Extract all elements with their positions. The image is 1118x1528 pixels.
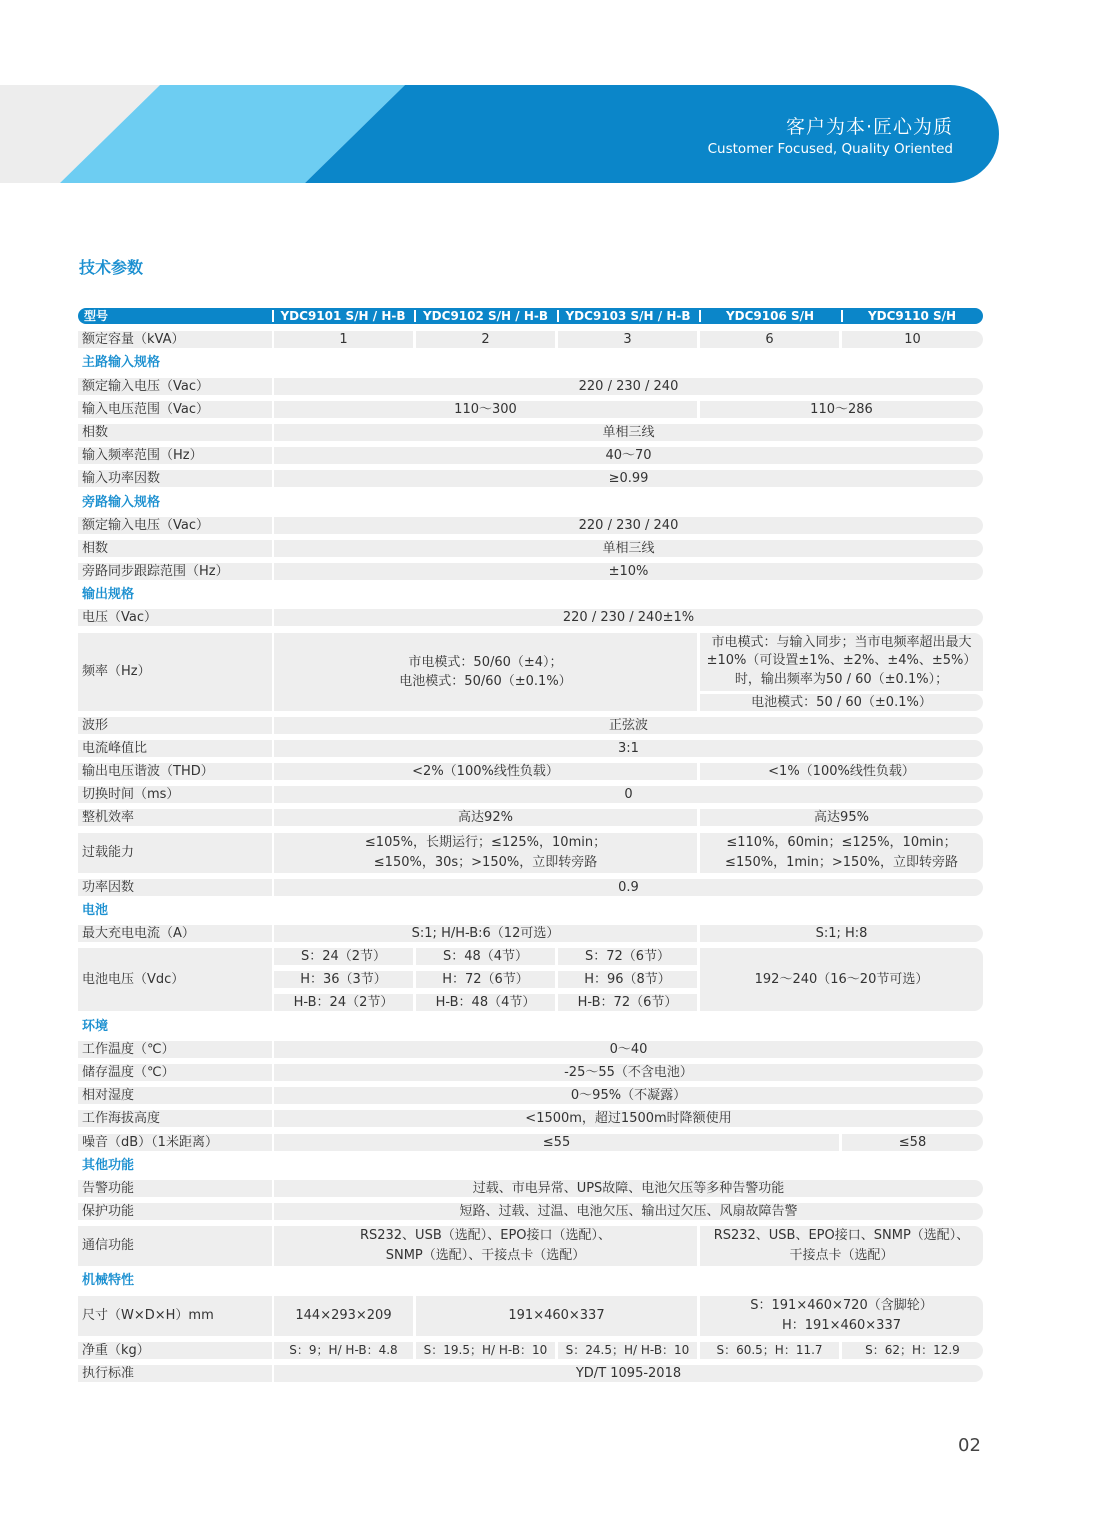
- cell-value-multiline: [700, 1296, 983, 1336]
- section-row: [78, 1270, 983, 1293]
- cell-value: -25～55（不含电池）: [274, 1064, 983, 1081]
- table-row: [78, 1062, 983, 1085]
- cell-value-multiline: [274, 833, 697, 873]
- cell-value: 高达95%: [700, 809, 983, 826]
- cell-line: ≤150%，30s；>150%，立即转旁路: [373, 854, 598, 870]
- cell-value: 110～300: [274, 401, 697, 418]
- cell-value: 短路、过载、过温、电池欠压、输出过欠压、风扇故障告警: [274, 1203, 983, 1220]
- cell-line: SNMP（选配）、干接点卡（选配）: [385, 1248, 586, 1264]
- cell-value-multiline: [700, 1226, 983, 1266]
- cell-value: 高达92%: [274, 809, 697, 826]
- cell-value: 0: [274, 786, 983, 803]
- cell-value: S:1; H/H-B:6（12可选）: [274, 925, 697, 942]
- cell-value: 191×460×337: [416, 1296, 697, 1336]
- cell-value: YD/T 1095-2018: [274, 1365, 983, 1382]
- cell-value: S:1; H:8: [700, 925, 983, 942]
- cell-line: 市电模式：50/60（±4）；: [408, 654, 563, 670]
- section-heading: 输出规格: [82, 587, 135, 603]
- row-label: 尺寸（W×D×H）mm: [78, 1296, 272, 1336]
- row-label: 最大充电电流（A）: [78, 925, 272, 942]
- cell-line: ≤105%，长期运行；≤125%，10min；: [364, 834, 607, 850]
- row-label: 工作海拔高度: [78, 1110, 272, 1127]
- row-label: 净重（kg）: [78, 1342, 272, 1359]
- table-row: [78, 1108, 983, 1131]
- row-label: 额定输入电压（Vac）: [78, 517, 272, 534]
- cell-line: 电池模式：50/60（±0.1%）: [399, 673, 572, 689]
- table-row: [78, 1178, 983, 1201]
- row-label: 波形: [78, 717, 272, 734]
- cell-value-multiline: [274, 633, 697, 711]
- cell-value: S：24.5；H/ H-B：10: [558, 1342, 697, 1359]
- cell-value: H-B：72（6节）: [558, 994, 697, 1011]
- row-label: 工作温度（℃）: [78, 1041, 272, 1058]
- cell-value: H：96（8节）: [558, 971, 697, 988]
- cell-value-multiline: [700, 633, 983, 691]
- table-row: [78, 561, 983, 584]
- section-row: [78, 492, 983, 515]
- row-label: 执行标准: [78, 1365, 272, 1382]
- row-label: 额定输入电压（Vac）: [78, 378, 272, 395]
- table-row: [78, 607, 983, 630]
- table-row: [78, 1340, 983, 1363]
- cell-value: 110～286: [700, 401, 983, 418]
- cell-value: 192～240（16～20节可选）: [700, 948, 983, 1011]
- cell-value: 2: [416, 331, 555, 348]
- section-row: [78, 352, 983, 375]
- cell-value: 220 / 230 / 240: [274, 378, 983, 395]
- section-heading: 旁路输入规格: [82, 494, 161, 510]
- section-row: [78, 1016, 983, 1039]
- section-heading: 环境: [82, 1018, 109, 1034]
- row-label: 整机效率: [78, 809, 272, 826]
- cell-value: S：24（2节）: [274, 948, 413, 965]
- row-label: 过载能力: [78, 833, 272, 873]
- table-row: [78, 422, 983, 445]
- cell-value: 3:1: [274, 740, 983, 757]
- row-label: 电流峰值比: [78, 740, 272, 757]
- header-model-3: YDC9103 S/H / H-B: [565, 309, 691, 323]
- table-row: [78, 399, 983, 422]
- cell-value-multiline: [274, 1226, 697, 1266]
- section-title: 技术参数: [79, 258, 144, 277]
- cell-value: 0～95%（不凝露）: [274, 1087, 983, 1104]
- cell-value: S：62；H：12.9: [842, 1342, 983, 1359]
- table-header-row: [78, 306, 983, 329]
- row-label: 切换时间（ms）: [78, 786, 272, 803]
- header-model-label: 型号: [83, 309, 108, 323]
- cell-value: 0.9: [274, 879, 983, 896]
- section-heading: 主路输入规格: [82, 355, 161, 371]
- table-row: [78, 784, 983, 807]
- cell-value: ≤58: [842, 1134, 983, 1151]
- table-row: [78, 515, 983, 538]
- cell-value: 3: [558, 331, 697, 348]
- cell-value: S：19.5；H/ H-B：10: [416, 1342, 555, 1359]
- cell-value: ≥0.99: [274, 470, 983, 487]
- table-row: [78, 877, 983, 900]
- table-row: [78, 631, 983, 715]
- table-row: [78, 831, 983, 877]
- row-label: 功率因数: [78, 879, 272, 896]
- cell-value: 220 / 230 / 240±1%: [274, 609, 983, 626]
- row-label: 储存温度（℃）: [78, 1064, 272, 1081]
- table-row: [78, 376, 983, 399]
- slogan-chinese: 客户为本·匠心为质: [785, 116, 953, 138]
- table-row: [78, 1224, 983, 1270]
- cell-value: ±10%: [274, 563, 983, 580]
- cell-value: H：72（6节）: [416, 971, 555, 988]
- header-model-4: YDC9106 S/H: [725, 309, 815, 323]
- table-row: [78, 1085, 983, 1108]
- table-row: [78, 946, 983, 1016]
- cell-value: ≤55: [274, 1134, 839, 1151]
- cell-value: 单相三线: [274, 540, 983, 557]
- cell-value: 40～70: [274, 447, 983, 464]
- cell-value: <1500m，超过1500m时降额使用: [274, 1110, 983, 1127]
- cell-line: ±10%（可设置±1%、±2%、±4%、±5%）: [706, 653, 977, 669]
- table-row: [78, 923, 983, 946]
- cell-value: S：60.5；H：11.7: [700, 1342, 839, 1359]
- row-label: 额定容量（kVA）: [78, 331, 272, 348]
- spec-table: [78, 306, 983, 1386]
- cell-value: 正弦波: [274, 717, 983, 734]
- table-row: [78, 715, 983, 738]
- cell-value: 6: [700, 331, 839, 348]
- cell-value: 220 / 230 / 240: [274, 517, 983, 534]
- cell-line: RS232、USB（选配）、EPO接口（选配）、: [359, 1228, 612, 1244]
- table-row: [78, 1294, 983, 1340]
- table-row: [78, 1363, 983, 1386]
- cell-line: RS232、USB、EPO接口、SNMP（选配）、: [713, 1228, 970, 1244]
- cell-line: 时，输出频率为50 / 60（±0.1%）；: [734, 671, 949, 687]
- table-row: [78, 329, 983, 352]
- row-label: 通信功能: [78, 1226, 272, 1266]
- row-label: 告警功能: [78, 1180, 272, 1197]
- header-model-5: YDC9110 S/H: [867, 309, 957, 323]
- row-label: 输入电压范围（Vac）: [78, 401, 272, 418]
- section-heading: 机械特性: [82, 1273, 135, 1289]
- table-row: [78, 445, 983, 468]
- cell-line: ≤150%，1min；>150%，立即转旁路: [725, 854, 958, 870]
- table-row: [78, 761, 983, 784]
- section-row: [78, 900, 983, 923]
- table-row: [78, 1039, 983, 1062]
- cell-value: <2%（100%线性负载）: [274, 763, 697, 780]
- row-label: 相对湿度: [78, 1087, 272, 1104]
- section-row: [78, 584, 983, 607]
- cell-value: H：36（3节）: [274, 971, 413, 988]
- header-model-2: YDC9102 S/H / H-B: [422, 309, 548, 323]
- cell-value: 电池模式：50 / 60（±0.1%）: [700, 694, 983, 711]
- page-number: 02: [958, 1435, 981, 1456]
- cell-value-multiline: [700, 833, 983, 873]
- table-row: [78, 807, 983, 830]
- row-label: 输入功率因数: [78, 470, 272, 487]
- row-label: 输出电压谐波（THD）: [78, 763, 272, 780]
- cell-line: H：191×460×337: [782, 1317, 901, 1333]
- header-banner: [0, 0, 1118, 200]
- cell-line: 市电模式：与输入同步；当市电频率超出最大: [711, 634, 972, 650]
- cell-line: 干接点卡（选配）: [789, 1248, 894, 1264]
- section-heading: 电池: [82, 902, 109, 918]
- table-row: [78, 1201, 983, 1224]
- cell-value: 过载、市电异常、UPS故障、电池欠压等多种告警功能: [274, 1180, 983, 1197]
- row-label: 旁路同步跟踪范围（Hz）: [78, 563, 272, 580]
- table-row: [78, 738, 983, 761]
- slogan-english: Customer Focused, Quality Oriented: [707, 141, 953, 157]
- cell-value: <1%（100%线性负载）: [700, 763, 983, 780]
- cell-value: 10: [842, 331, 983, 348]
- cell-line: S：191×460×720（含脚轮）: [750, 1297, 933, 1313]
- cell-value: S：48（4节）: [416, 948, 555, 965]
- table-row: [78, 468, 983, 491]
- row-label: 频率（Hz）: [78, 633, 272, 711]
- row-label: 噪音（dB）（1米距离）: [78, 1134, 272, 1151]
- cell-value: 144×293×209: [274, 1296, 413, 1336]
- row-label: 保护功能: [78, 1203, 272, 1220]
- cell-value: H-B：24（2节）: [274, 994, 413, 1011]
- section-row: [78, 1155, 983, 1178]
- row-label: 电池电压（Vdc）: [78, 948, 272, 1011]
- row-label: 相数: [78, 540, 272, 557]
- row-label: 相数: [78, 424, 272, 441]
- table-row: [78, 1132, 983, 1155]
- table-row: [78, 538, 983, 561]
- cell-line: ≤110%，60min；≤125%，10min；: [726, 834, 957, 850]
- cell-value: S：9；H/ H-B：4.8: [274, 1342, 413, 1359]
- cell-value: 单相三线: [274, 424, 983, 441]
- cell-value: 1: [274, 331, 413, 348]
- row-label: 输入频率范围（Hz）: [78, 447, 272, 464]
- row-label: 电压（Vac）: [78, 609, 272, 626]
- header-model-1: YDC9101 S/H / H-B: [280, 309, 406, 323]
- section-heading: 其他功能: [82, 1157, 135, 1173]
- cell-value: 0～40: [274, 1041, 983, 1058]
- cell-value: H-B：48（4节）: [416, 994, 555, 1011]
- cell-value: S：72（6节）: [558, 948, 697, 965]
